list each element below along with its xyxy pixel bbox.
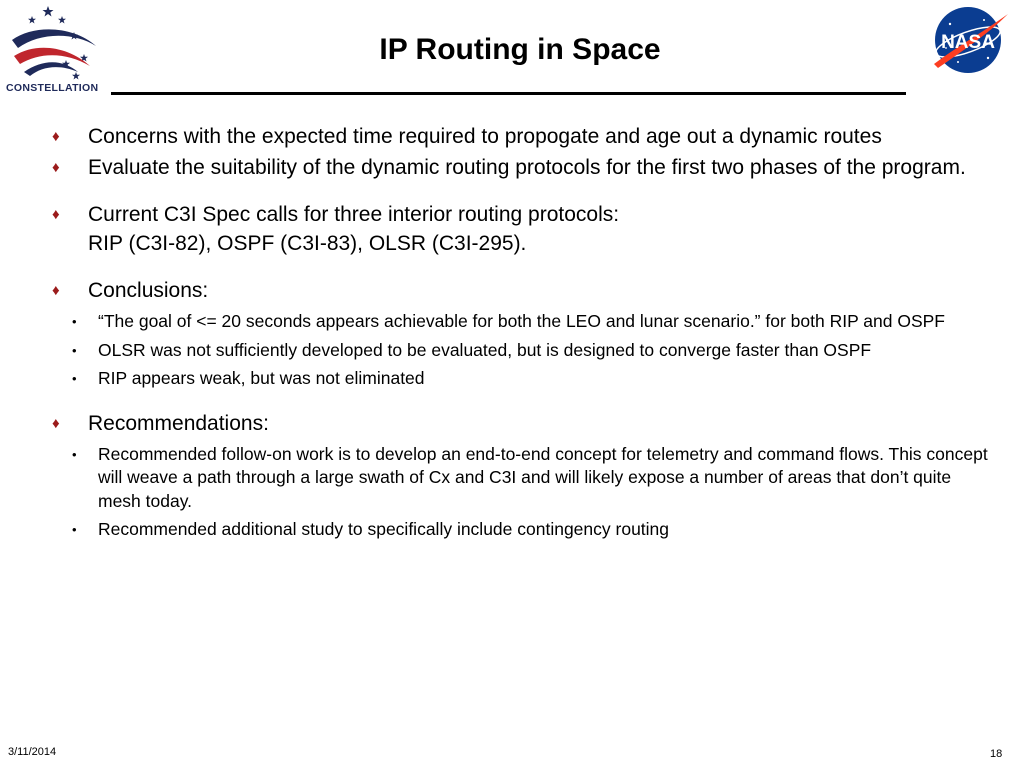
page-number: 18 (990, 748, 1003, 760)
bullet-list (52, 122, 992, 542)
bullet-text-line-2: RIP (C3I-82), OSPF (C3I-83), OLSR (C3I-295). (88, 232, 527, 255)
bullet-text: Recommendations: (88, 411, 269, 435)
footer-date: 3/11/2014 (8, 746, 57, 758)
diamond-bullet-icon: ♦ (52, 159, 60, 176)
nasa-logo-text: NASA (941, 32, 995, 53)
dot-bullet-icon: • (72, 342, 77, 358)
sub-bullet-text: OLSR was not sufficiently developed to be evaluated, but is designed to converge faster than OSPF (98, 339, 872, 360)
dot-bullet-icon: • (72, 314, 77, 329)
bullet-concerns (52, 122, 992, 151)
bullet-text: Evaluate the suitability of the dynamic routing protocols for the first two phases of the program. (88, 156, 966, 179)
bullet-evaluate (52, 153, 992, 182)
title-divider (111, 92, 906, 95)
bullet-recommendations (52, 409, 992, 438)
bullet-conclusions (52, 276, 992, 305)
sub-bullet-text: “The goal of <= 20 seconds appears achievable for both the LEO and lunar scenario.” for both RIP and OSPF (98, 311, 945, 331)
dot-bullet-icon: • (72, 522, 77, 537)
bullet-text: Current C3I Spec calls for three interior routing protocols: (88, 203, 620, 226)
dot-bullet-icon: • (72, 371, 77, 386)
nasa-meatball-icon (928, 2, 1010, 78)
constellation-logo-text: CONSTELLATION (6, 82, 99, 94)
bullet-text: Concerns with the expected time required to propogate and age out a dynamic routes (88, 125, 882, 148)
sub-bullet-text: Recommended follow-on work is to develop an end-to-end concept for telemetry and command flows. This concept will weave a path through a large swath of Cx and C3I and will likely expose a number of areas that don’t quite mesh today. (98, 443, 988, 511)
sub-bullet-follow-on (52, 443, 992, 514)
sub-bullet-text: RIP appears weak, but was not eliminated (98, 368, 425, 388)
sub-bullet-goal (52, 310, 992, 334)
sub-bullet-contingency (52, 518, 992, 542)
sub-bullet-olsr (52, 339, 992, 363)
sub-bullet-rip (52, 367, 992, 391)
dot-bullet-icon: • (72, 446, 77, 462)
bullet-c3i-spec (52, 200, 992, 258)
diamond-bullet-icon: ♦ (52, 128, 60, 145)
bullet-text: Conclusions: (88, 279, 209, 302)
sub-bullet-text: Recommended additional study to specifically include contingency routing (98, 519, 670, 539)
page-title: IP Routing in Space (379, 33, 661, 66)
diamond-bullet-icon: ♦ (52, 414, 60, 432)
diamond-bullet-icon: ♦ (52, 282, 60, 299)
diamond-bullet-icon: ♦ (52, 206, 60, 223)
